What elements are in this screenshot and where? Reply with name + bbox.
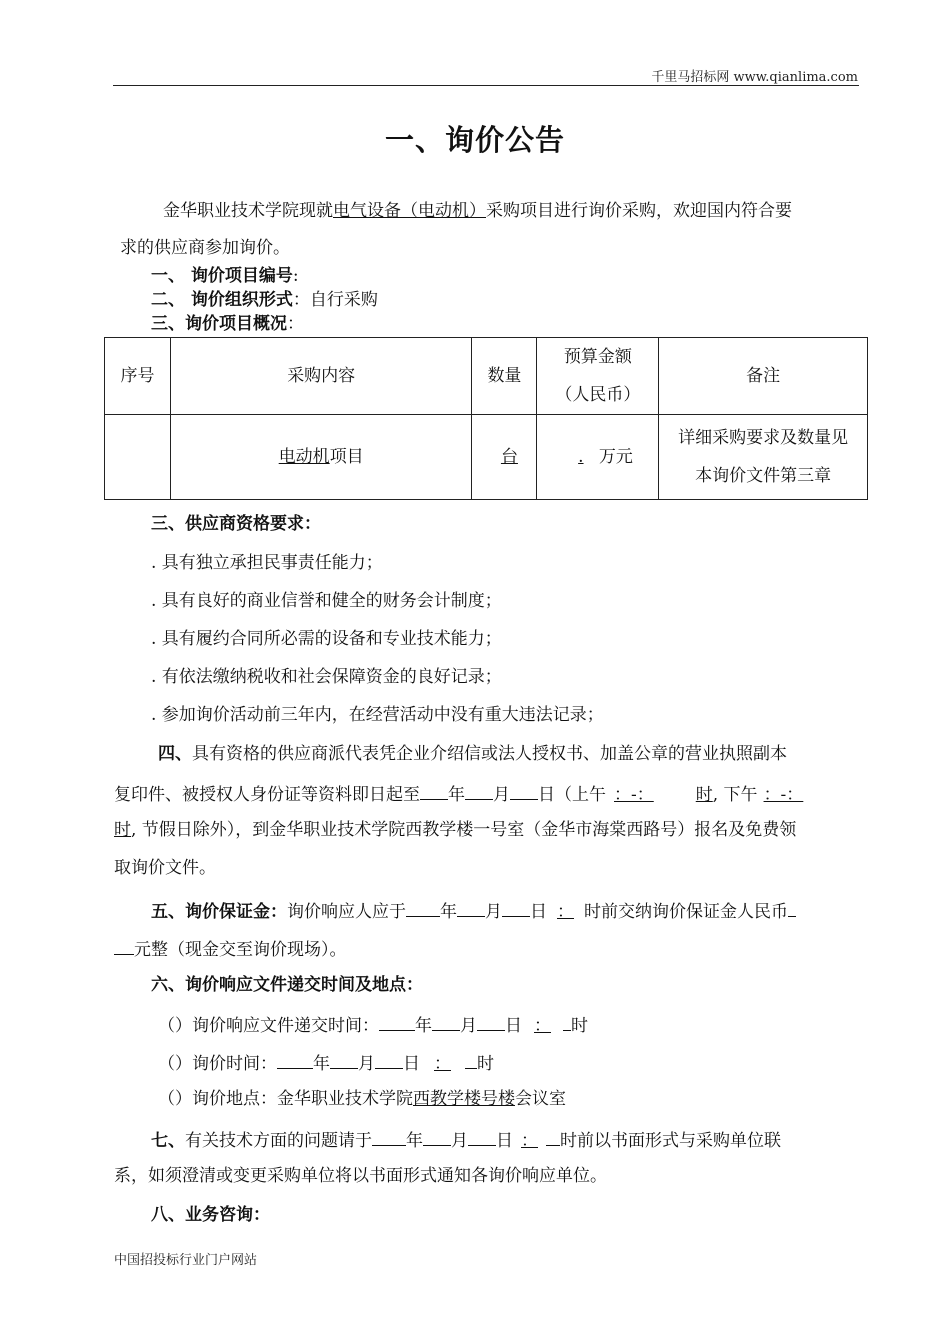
section-4-line-1 [158,743,787,765]
blank-field [420,781,448,800]
intro-line-2: 求的供应商参加询价。 [120,238,290,258]
cell-content [170,415,472,500]
section-5-line-2 [114,936,347,961]
blank-field [114,936,134,955]
budget-unit: 万元 [598,447,633,467]
section-text: 有关技术方面的问题请于 [185,1131,372,1151]
section-7-line-1 [151,1127,781,1152]
cell-no [105,415,171,500]
blank-field [788,898,796,917]
section-text: 询价响应人应于 [287,902,406,922]
section-label: 二、 询价组织形式 [151,290,293,310]
section-text: 元整（现金交至询价现场）。 [134,940,347,960]
date-unit: 月 [493,785,510,805]
header-note: 备注 [659,338,868,415]
blank-field [465,781,493,800]
qualification-item: . 具有独立承担民事责任能力； [151,553,383,573]
section-value: ：自行采购 [292,290,378,310]
section-project-overview [151,313,304,335]
blank-field [375,1050,403,1069]
section-label: 一、 询价项目编号 [151,266,293,286]
section-6-item-3 [158,1088,566,1110]
cell-qty [472,415,537,500]
qualification-heading: 三、供应商资格要求： [151,514,321,534]
time-blank: ：-： [763,785,804,805]
blank-field [423,1127,451,1146]
time-unit: 时 [477,1054,494,1074]
section-6-item-1 [158,1012,588,1037]
blank-field [563,1012,571,1031]
qualification-item: . 参加询价活动前三年内，在经营活动中没有重大违法记录； [151,705,604,725]
header-no: 序号 [105,338,171,415]
note-line: 详细采购要求及数量见 [678,428,849,448]
section-text: （上午 [555,785,606,805]
header-content: 采购内容 [170,338,472,415]
header-divider [113,85,859,86]
date-unit: 年 [448,785,465,805]
section-label: 四、 [158,744,192,764]
section-label: 五、询价保证金： [151,902,287,922]
date-unit: 月 [460,1016,477,1036]
blank-field [502,898,530,917]
blank-field [465,1050,477,1069]
date-unit: 年 [406,1131,423,1151]
intro-line-1 [163,200,792,222]
time-blank: ： [534,1016,551,1036]
date-unit: 月 [451,1131,468,1151]
blank-field [432,1012,460,1031]
section-text: 时前以书面形式与采购单位联 [560,1131,781,1151]
cell-note [659,415,868,500]
item-label: （）询价地点：金华职业技术学院 [158,1089,413,1109]
section-7-line-2: 系，如须澄清或变更采购单位将以书面形式通知各询价响应单位。 [114,1166,607,1186]
section-8-heading: 八、业务咨询： [151,1205,270,1225]
date-unit: 日 [505,1016,522,1036]
date-unit: 年 [415,1016,432,1036]
date-unit: 年 [313,1054,330,1074]
section-6-heading: 六、询价响应文件递交时间及地点： [151,975,423,995]
content-item: 电动机 [278,447,330,467]
section-4-line-4: 取询价文件。 [114,858,216,878]
header-budget-line: （人民币） [555,385,641,405]
item-label: （）询价时间： [158,1054,277,1074]
blank-field [477,1012,505,1031]
blank-field [546,1127,560,1146]
item-label: （）询价响应文件递交时间： [158,1016,379,1036]
date-unit: 年 [440,902,457,922]
budget-blank: . [578,447,584,467]
time-blank: ： [434,1054,451,1074]
project-name: 电气设备（电动机） [333,201,486,221]
section-4-line-3 [114,819,796,841]
section-4-line-2 [114,781,809,806]
header-budget [537,338,659,415]
time-blank: ：-： [614,785,654,805]
time-unit: 时 [695,785,713,805]
section-project-number [151,265,299,287]
blank-field [510,781,538,800]
section-label: 三、询价项目概况 [151,314,287,334]
date-unit: 日 [403,1054,420,1074]
section-text: , 节假日除外），到金华职业技术学院西教学楼一号室（金华市海棠西路号）报名及免费领 [131,820,797,840]
note-line: 本询价文件第三章 [695,466,832,486]
qty-unit: 台 [500,447,518,467]
footer-text: 中国招投标行业门户网站 [114,1253,258,1268]
blank-field [372,1127,406,1146]
section-text: , 下午 [712,785,758,805]
section-5-line-1 [151,898,796,923]
qualification-item: . 具有良好的商业信誉和健全的财务会计制度； [151,591,502,611]
header-qty: 数量 [472,338,537,415]
content-suffix: 项目 [329,447,364,467]
time-blank: ： [521,1131,538,1151]
items-table [104,337,868,500]
time-blank: ： [557,902,574,922]
blank-field [457,898,485,917]
time-unit: 时 [114,820,131,840]
time-unit: 时 [571,1016,588,1036]
table-row [105,415,868,500]
qualification-item: . 有依法缴纳税收和社会保障资金的良好记录； [151,667,502,687]
section-text: 具有资格的供应商派代表凭企业介绍信或法人授权书、加盖公章的营业执照副本 [192,744,787,764]
section-organization-form [151,289,378,311]
qualification-item: . 具有履约合同所必需的设备和专业技术能力； [151,629,502,649]
blank-field [406,898,440,917]
item-text: 会议室 [515,1089,566,1109]
cell-budget [537,415,659,500]
header-budget-line: 预算金额 [563,347,632,367]
venue-name: 西教学楼号楼 [413,1089,515,1109]
section-text: 复印件、被授权人身份证等资料即日起至 [114,785,420,805]
blank-field [379,1012,415,1031]
intro-text: 采购项目进行询价采购，欢迎国内符合要 [486,201,792,221]
document-title: 一、询价公告 [384,123,565,157]
section-value: ： [287,314,304,334]
section-value: : [292,266,299,286]
blank-field [468,1127,496,1146]
date-unit: 日 [530,902,547,922]
table-header-row [105,338,868,415]
date-unit: 月 [358,1054,375,1074]
blank-field [277,1050,313,1069]
section-label: 七、 [151,1131,185,1151]
date-unit: 日 [538,785,555,805]
header-site-text: 千里马招标网 www.qianlima.com [651,70,858,85]
section-text: 时前交纳询价保证金人民币 [584,902,788,922]
blank-field [330,1050,358,1069]
section-6-item-2 [158,1050,494,1075]
date-unit: 日 [496,1131,513,1151]
date-unit: 月 [485,902,502,922]
intro-text: 金华职业技术学院现就 [163,201,333,221]
